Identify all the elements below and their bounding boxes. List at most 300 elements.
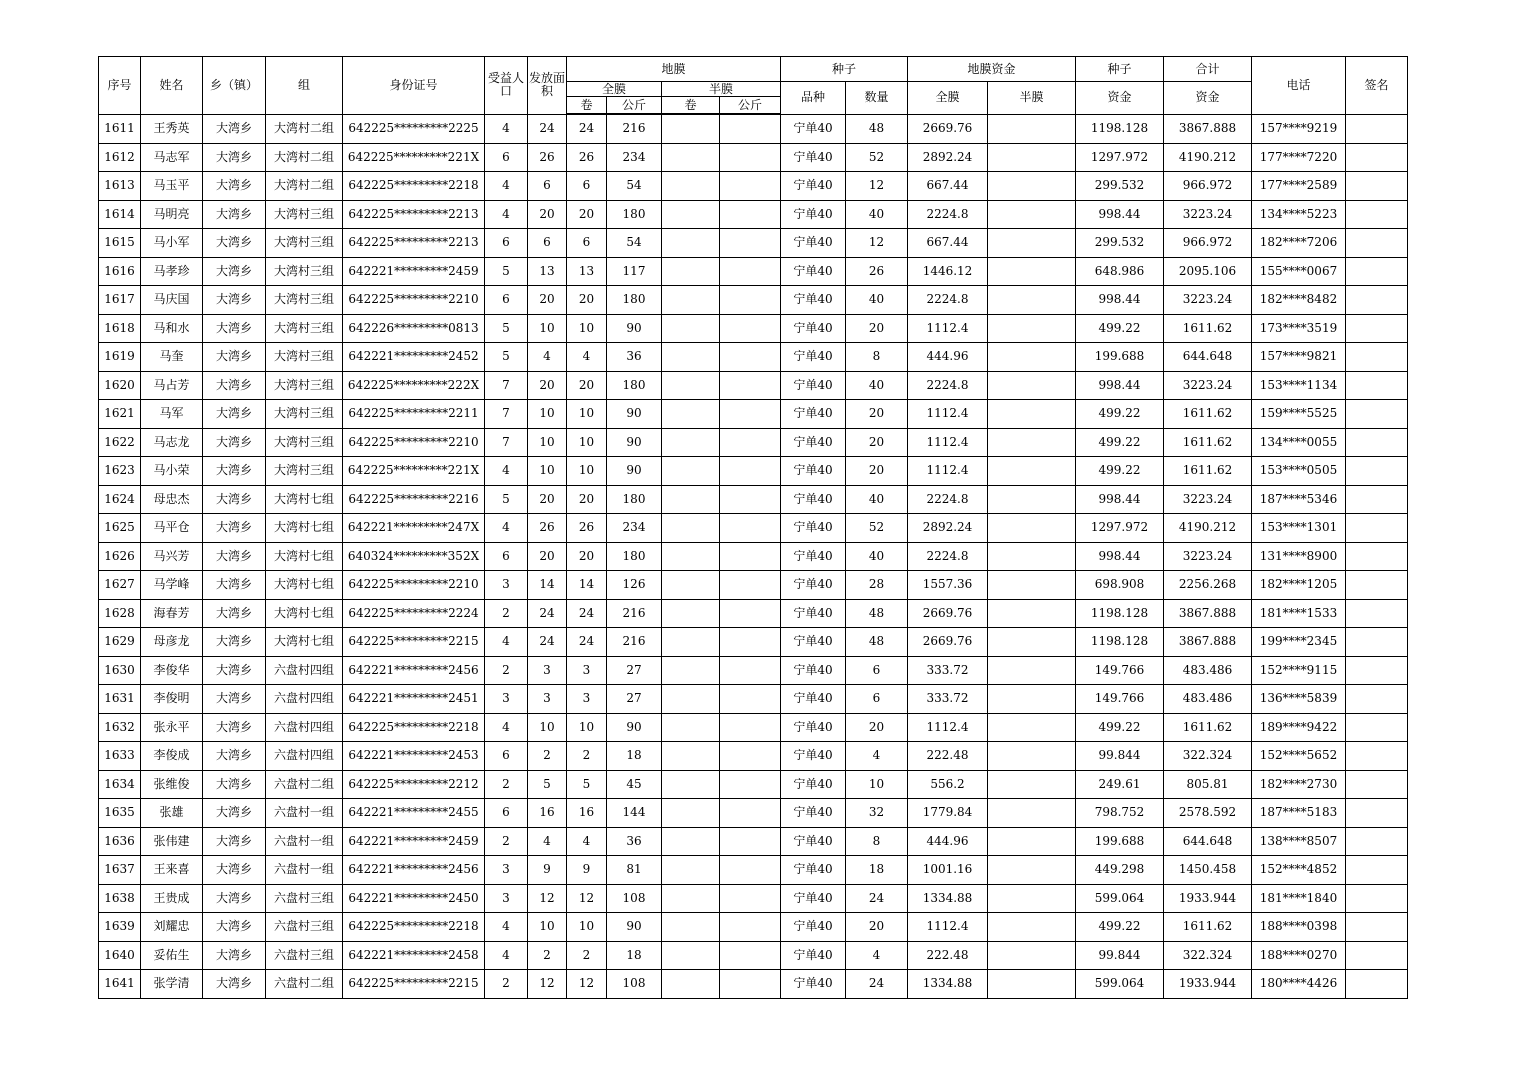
- table-row: [99, 343, 1408, 372]
- header-film-full: 全膜: [567, 82, 662, 97]
- cell-variety: 宁单40: [781, 428, 846, 457]
- cell-seq: 1624: [99, 485, 141, 514]
- cell-sign: [1346, 913, 1408, 942]
- cell-area: 20: [528, 200, 567, 229]
- cell-sign: [1346, 628, 1408, 657]
- cell-half-kg: [720, 371, 781, 400]
- cell-phone: 187****5346: [1252, 485, 1346, 514]
- cell-fund-half: [988, 314, 1076, 343]
- cell-pop: 6: [485, 799, 528, 828]
- cell-full-roll: 4: [567, 827, 607, 856]
- table-row: [99, 685, 1408, 714]
- cell-half-roll: [662, 114, 720, 143]
- cell-area: 4: [528, 343, 567, 372]
- cell-seed-fund: 1198.128: [1076, 599, 1164, 628]
- cell-phone: 182****2730: [1252, 770, 1346, 799]
- cell-seq: 1613: [99, 172, 141, 201]
- cell-area: 10: [528, 913, 567, 942]
- cell-id: 642225*********2224: [343, 599, 485, 628]
- cell-fund-half: [988, 571, 1076, 600]
- cell-town: 大湾乡: [203, 314, 266, 343]
- cell-fund-full: 222.48: [908, 742, 988, 771]
- cell-full-kg: 108: [607, 970, 662, 999]
- cell-full-kg: 90: [607, 428, 662, 457]
- cell-full-roll: 16: [567, 799, 607, 828]
- cell-variety: 宁单40: [781, 941, 846, 970]
- cell-qty: 18: [846, 856, 908, 885]
- cell-area: 10: [528, 400, 567, 429]
- cell-qty: 26: [846, 257, 908, 286]
- cell-sign: [1346, 143, 1408, 172]
- cell-qty: 20: [846, 400, 908, 429]
- cell-half-kg: [720, 229, 781, 258]
- cell-sign: [1346, 770, 1408, 799]
- cell-seq: 1639: [99, 913, 141, 942]
- cell-full-kg: 90: [607, 400, 662, 429]
- cell-id: 642225*********2218: [343, 713, 485, 742]
- cell-seed-fund: 99.844: [1076, 742, 1164, 771]
- table-row: [99, 257, 1408, 286]
- cell-seed-fund: 249.61: [1076, 770, 1164, 799]
- cell-full-roll: 10: [567, 400, 607, 429]
- cell-town: 大湾乡: [203, 941, 266, 970]
- table-row: [99, 314, 1408, 343]
- header-fund-half: 半膜: [988, 82, 1076, 115]
- cell-fund-half: [988, 713, 1076, 742]
- cell-name: 马奎: [141, 343, 203, 372]
- header-total-top: 合计: [1164, 57, 1252, 82]
- cell-phone: 177****7220: [1252, 143, 1346, 172]
- cell-full-roll: 10: [567, 314, 607, 343]
- cell-pop: 6: [485, 542, 528, 571]
- cell-full-roll: 3: [567, 656, 607, 685]
- cell-full-roll: 10: [567, 428, 607, 457]
- cell-seq: 1620: [99, 371, 141, 400]
- cell-name: 李俊华: [141, 656, 203, 685]
- cell-town: 大湾乡: [203, 114, 266, 143]
- cell-fund-half: [988, 542, 1076, 571]
- cell-phone: 181****1533: [1252, 599, 1346, 628]
- cell-sign: [1346, 656, 1408, 685]
- cell-total-fund: 2578.592: [1164, 799, 1252, 828]
- cell-qty: 12: [846, 172, 908, 201]
- cell-fund-full: 1779.84: [908, 799, 988, 828]
- cell-seed-fund: 199.688: [1076, 343, 1164, 372]
- cell-total-fund: 805.81: [1164, 770, 1252, 799]
- cell-group: 大湾村二组: [266, 172, 343, 201]
- cell-pop: 6: [485, 229, 528, 258]
- cell-full-roll: 20: [567, 485, 607, 514]
- cell-half-roll: [662, 257, 720, 286]
- table-row: [99, 799, 1408, 828]
- cell-name: 李俊明: [141, 685, 203, 714]
- cell-half-kg: [720, 656, 781, 685]
- cell-fund-full: 2669.76: [908, 628, 988, 657]
- cell-phone: 187****5183: [1252, 799, 1346, 828]
- cell-fund-full: 1112.4: [908, 428, 988, 457]
- header-sign: 签名: [1346, 57, 1408, 115]
- cell-town: 大湾乡: [203, 742, 266, 771]
- cell-fund-half: [988, 599, 1076, 628]
- cell-half-kg: [720, 257, 781, 286]
- table-row: [99, 827, 1408, 856]
- cell-half-kg: [720, 200, 781, 229]
- cell-phone: 189****9422: [1252, 713, 1346, 742]
- cell-qty: 32: [846, 799, 908, 828]
- cell-seed-fund: 599.064: [1076, 970, 1164, 999]
- cell-fund-half: [988, 514, 1076, 543]
- cell-group: 大湾村三组: [266, 200, 343, 229]
- cell-full-roll: 3: [567, 685, 607, 714]
- cell-pop: 7: [485, 428, 528, 457]
- cell-area: 12: [528, 884, 567, 913]
- cell-pop: 6: [485, 742, 528, 771]
- cell-name: 马志龙: [141, 428, 203, 457]
- cell-id: 642226*********0813: [343, 314, 485, 343]
- cell-fund-full: 2669.76: [908, 599, 988, 628]
- cell-variety: 宁单40: [781, 685, 846, 714]
- cell-pop: 5: [485, 343, 528, 372]
- cell-fund-full: 1112.4: [908, 314, 988, 343]
- cell-name: 马和水: [141, 314, 203, 343]
- cell-total-fund: 1611.62: [1164, 713, 1252, 742]
- cell-full-roll: 20: [567, 200, 607, 229]
- cell-seq: 1626: [99, 542, 141, 571]
- header-seed-fund: 资金: [1076, 82, 1164, 115]
- cell-full-kg: 144: [607, 799, 662, 828]
- cell-half-roll: [662, 970, 720, 999]
- cell-sign: [1346, 742, 1408, 771]
- cell-town: 大湾乡: [203, 229, 266, 258]
- cell-full-roll: 24: [567, 599, 607, 628]
- cell-seq: 1632: [99, 713, 141, 742]
- cell-phone: 153****1301: [1252, 514, 1346, 543]
- cell-qty: 20: [846, 913, 908, 942]
- cell-full-roll: 10: [567, 457, 607, 486]
- cell-town: 大湾乡: [203, 970, 266, 999]
- cell-qty: 40: [846, 286, 908, 315]
- cell-full-roll: 9: [567, 856, 607, 885]
- cell-seed-fund: 499.22: [1076, 314, 1164, 343]
- cell-full-kg: 90: [607, 314, 662, 343]
- cell-area: 10: [528, 713, 567, 742]
- cell-variety: 宁单40: [781, 770, 846, 799]
- cell-variety: 宁单40: [781, 371, 846, 400]
- cell-variety: 宁单40: [781, 913, 846, 942]
- cell-full-kg: 54: [607, 172, 662, 201]
- cell-half-kg: [720, 970, 781, 999]
- cell-town: 大湾乡: [203, 827, 266, 856]
- cell-half-kg: [720, 913, 781, 942]
- cell-group: 六盘村四组: [266, 656, 343, 685]
- cell-seed-fund: 998.44: [1076, 371, 1164, 400]
- table-row: [99, 770, 1408, 799]
- cell-area: 10: [528, 457, 567, 486]
- cell-seed-fund: 499.22: [1076, 400, 1164, 429]
- cell-fund-full: 556.2: [908, 770, 988, 799]
- cell-fund-half: [988, 229, 1076, 258]
- cell-fund-full: 2892.24: [908, 514, 988, 543]
- cell-area: 14: [528, 571, 567, 600]
- cell-full-kg: 90: [607, 713, 662, 742]
- cell-fund-full: 222.48: [908, 941, 988, 970]
- cell-area: 16: [528, 799, 567, 828]
- cell-fund-half: [988, 742, 1076, 771]
- cell-qty: 40: [846, 371, 908, 400]
- cell-phone: 177****2589: [1252, 172, 1346, 201]
- cell-half-kg: [720, 713, 781, 742]
- cell-seq: 1617: [99, 286, 141, 315]
- cell-town: 大湾乡: [203, 343, 266, 372]
- cell-qty: 4: [846, 941, 908, 970]
- cell-fund-half: [988, 143, 1076, 172]
- cell-full-roll: 13: [567, 257, 607, 286]
- cell-id: 642225*********2215: [343, 628, 485, 657]
- cell-variety: 宁单40: [781, 172, 846, 201]
- cell-seed-fund: 698.908: [1076, 571, 1164, 600]
- cell-phone: 155****0067: [1252, 257, 1346, 286]
- cell-half-kg: [720, 457, 781, 486]
- cell-town: 大湾乡: [203, 485, 266, 514]
- cell-seq: 1612: [99, 143, 141, 172]
- cell-variety: 宁单40: [781, 628, 846, 657]
- cell-seed-fund: 648.986: [1076, 257, 1164, 286]
- table-row: [99, 371, 1408, 400]
- cell-id: 642221*********2455: [343, 799, 485, 828]
- cell-town: 大湾乡: [203, 799, 266, 828]
- cell-phone: 188****0270: [1252, 941, 1346, 970]
- header-fund-full: 全膜: [908, 82, 988, 115]
- cell-seed-fund: 1297.972: [1076, 514, 1164, 543]
- cell-name: 张永平: [141, 713, 203, 742]
- cell-town: 大湾乡: [203, 286, 266, 315]
- cell-pop: 7: [485, 371, 528, 400]
- cell-sign: [1346, 172, 1408, 201]
- cell-variety: 宁单40: [781, 856, 846, 885]
- cell-full-kg: 18: [607, 941, 662, 970]
- cell-fund-half: [988, 343, 1076, 372]
- cell-seq: 1622: [99, 428, 141, 457]
- cell-fund-full: 1112.4: [908, 400, 988, 429]
- cell-area: 20: [528, 542, 567, 571]
- cell-area: 3: [528, 685, 567, 714]
- cell-phone: 152****5652: [1252, 742, 1346, 771]
- cell-town: 大湾乡: [203, 143, 266, 172]
- table-row: [99, 970, 1408, 999]
- cell-name: 张维俊: [141, 770, 203, 799]
- cell-name: 马庆国: [141, 286, 203, 315]
- header-id: 身份证号: [343, 57, 485, 115]
- cell-name: 母忠杰: [141, 485, 203, 514]
- cell-name: 李俊成: [141, 742, 203, 771]
- cell-full-kg: 90: [607, 457, 662, 486]
- cell-full-kg: 54: [607, 229, 662, 258]
- cell-name: 马志军: [141, 143, 203, 172]
- cell-pop: 2: [485, 599, 528, 628]
- cell-id: 642225*********2210: [343, 286, 485, 315]
- cell-pop: 4: [485, 628, 528, 657]
- cell-total-fund: 3223.24: [1164, 286, 1252, 315]
- cell-total-fund: 2256.268: [1164, 571, 1252, 600]
- cell-seed-fund: 299.532: [1076, 172, 1164, 201]
- table-row: [99, 742, 1408, 771]
- header-area: 发放面积: [528, 57, 567, 115]
- header-name: 姓名: [141, 57, 203, 115]
- cell-name: 马小军: [141, 229, 203, 258]
- cell-total-fund: 3867.888: [1164, 628, 1252, 657]
- cell-sign: [1346, 286, 1408, 315]
- cell-sign: [1346, 514, 1408, 543]
- cell-id: 642225*********2215: [343, 970, 485, 999]
- cell-area: 20: [528, 286, 567, 315]
- cell-sign: [1346, 485, 1408, 514]
- cell-total-fund: 1611.62: [1164, 913, 1252, 942]
- cell-town: 大湾乡: [203, 770, 266, 799]
- cell-qty: 6: [846, 656, 908, 685]
- cell-name: 张雄: [141, 799, 203, 828]
- cell-pop: 7: [485, 400, 528, 429]
- cell-variety: 宁单40: [781, 542, 846, 571]
- cell-fund-half: [988, 656, 1076, 685]
- cell-half-kg: [720, 827, 781, 856]
- cell-town: 大湾乡: [203, 571, 266, 600]
- header-total-fund: 资金: [1164, 82, 1252, 115]
- cell-name: 马小荣: [141, 457, 203, 486]
- cell-half-kg: [720, 485, 781, 514]
- cell-fund-half: [988, 400, 1076, 429]
- cell-fund-half: [988, 200, 1076, 229]
- table-row: [99, 286, 1408, 315]
- cell-id: 642221*********2459: [343, 827, 485, 856]
- cell-pop: 4: [485, 457, 528, 486]
- cell-sign: [1346, 856, 1408, 885]
- cell-fund-full: 667.44: [908, 229, 988, 258]
- cell-phone: 188****0398: [1252, 913, 1346, 942]
- cell-fund-full: 444.96: [908, 343, 988, 372]
- cell-id: 642225*********2218: [343, 913, 485, 942]
- cell-fund-full: 333.72: [908, 656, 988, 685]
- cell-pop: 2: [485, 656, 528, 685]
- cell-qty: 10: [846, 770, 908, 799]
- cell-full-kg: 180: [607, 286, 662, 315]
- cell-group: 大湾村三组: [266, 257, 343, 286]
- cell-pop: 5: [485, 257, 528, 286]
- cell-group: 六盘村二组: [266, 770, 343, 799]
- cell-group: 六盘村四组: [266, 742, 343, 771]
- header-seed-fund-top: 种子: [1076, 57, 1164, 82]
- cell-town: 大湾乡: [203, 371, 266, 400]
- cell-half-roll: [662, 571, 720, 600]
- header-full-roll: 卷: [567, 97, 607, 115]
- cell-fund-half: [988, 114, 1076, 143]
- cell-total-fund: 1933.944: [1164, 970, 1252, 999]
- cell-id: 642225*********221X: [343, 143, 485, 172]
- cell-town: 大湾乡: [203, 599, 266, 628]
- table-row: [99, 941, 1408, 970]
- cell-seq: 1641: [99, 970, 141, 999]
- cell-half-roll: [662, 799, 720, 828]
- cell-group: 六盘村四组: [266, 713, 343, 742]
- cell-area: 24: [528, 114, 567, 143]
- cell-half-kg: [720, 514, 781, 543]
- cell-pop: 2: [485, 827, 528, 856]
- cell-area: 2: [528, 941, 567, 970]
- cell-town: 大湾乡: [203, 200, 266, 229]
- cell-pop: 4: [485, 114, 528, 143]
- cell-sign: [1346, 114, 1408, 143]
- cell-sign: [1346, 371, 1408, 400]
- cell-variety: 宁单40: [781, 143, 846, 172]
- cell-area: 26: [528, 514, 567, 543]
- cell-group: 大湾村三组: [266, 457, 343, 486]
- cell-qty: 28: [846, 571, 908, 600]
- cell-seed-fund: 998.44: [1076, 485, 1164, 514]
- cell-sign: [1346, 799, 1408, 828]
- table-body: [99, 114, 1408, 998]
- cell-half-roll: [662, 371, 720, 400]
- cell-area: 24: [528, 628, 567, 657]
- cell-fund-full: 2224.8: [908, 200, 988, 229]
- cell-qty: 52: [846, 143, 908, 172]
- cell-sign: [1346, 827, 1408, 856]
- cell-area: 20: [528, 485, 567, 514]
- cell-sign: [1346, 941, 1408, 970]
- cell-fund-full: 1001.16: [908, 856, 988, 885]
- table-row: [99, 229, 1408, 258]
- cell-half-roll: [662, 941, 720, 970]
- table-row: [99, 656, 1408, 685]
- cell-total-fund: 3867.888: [1164, 599, 1252, 628]
- cell-qty: 48: [846, 628, 908, 657]
- cell-fund-full: 444.96: [908, 827, 988, 856]
- cell-seq: 1638: [99, 884, 141, 913]
- cell-id: 642221*********2459: [343, 257, 485, 286]
- cell-total-fund: 1611.62: [1164, 428, 1252, 457]
- cell-seq: 1629: [99, 628, 141, 657]
- table-row: [99, 628, 1408, 657]
- cell-area: 24: [528, 599, 567, 628]
- cell-group: 六盘村三组: [266, 884, 343, 913]
- cell-pop: 5: [485, 485, 528, 514]
- header-seq: 序号: [99, 57, 141, 115]
- cell-variety: 宁单40: [781, 314, 846, 343]
- cell-fund-full: 2224.8: [908, 286, 988, 315]
- cell-phone: 199****2345: [1252, 628, 1346, 657]
- cell-full-kg: 216: [607, 628, 662, 657]
- cell-fund-full: 2892.24: [908, 143, 988, 172]
- cell-qty: 8: [846, 827, 908, 856]
- cell-id: 642221*********2453: [343, 742, 485, 771]
- cell-half-roll: [662, 827, 720, 856]
- cell-total-fund: 3223.24: [1164, 371, 1252, 400]
- cell-half-kg: [720, 286, 781, 315]
- cell-total-fund: 4190.212: [1164, 514, 1252, 543]
- cell-variety: 宁单40: [781, 257, 846, 286]
- cell-seq: 1619: [99, 343, 141, 372]
- cell-sign: [1346, 599, 1408, 628]
- cell-area: 6: [528, 229, 567, 258]
- cell-town: 大湾乡: [203, 656, 266, 685]
- cell-town: 大湾乡: [203, 628, 266, 657]
- cell-town: 大湾乡: [203, 913, 266, 942]
- cell-name: 海春芳: [141, 599, 203, 628]
- cell-half-roll: [662, 229, 720, 258]
- cell-pop: 4: [485, 514, 528, 543]
- cell-name: 马明亮: [141, 200, 203, 229]
- cell-full-kg: 27: [607, 685, 662, 714]
- cell-pop: 3: [485, 856, 528, 885]
- cell-seed-fund: 998.44: [1076, 200, 1164, 229]
